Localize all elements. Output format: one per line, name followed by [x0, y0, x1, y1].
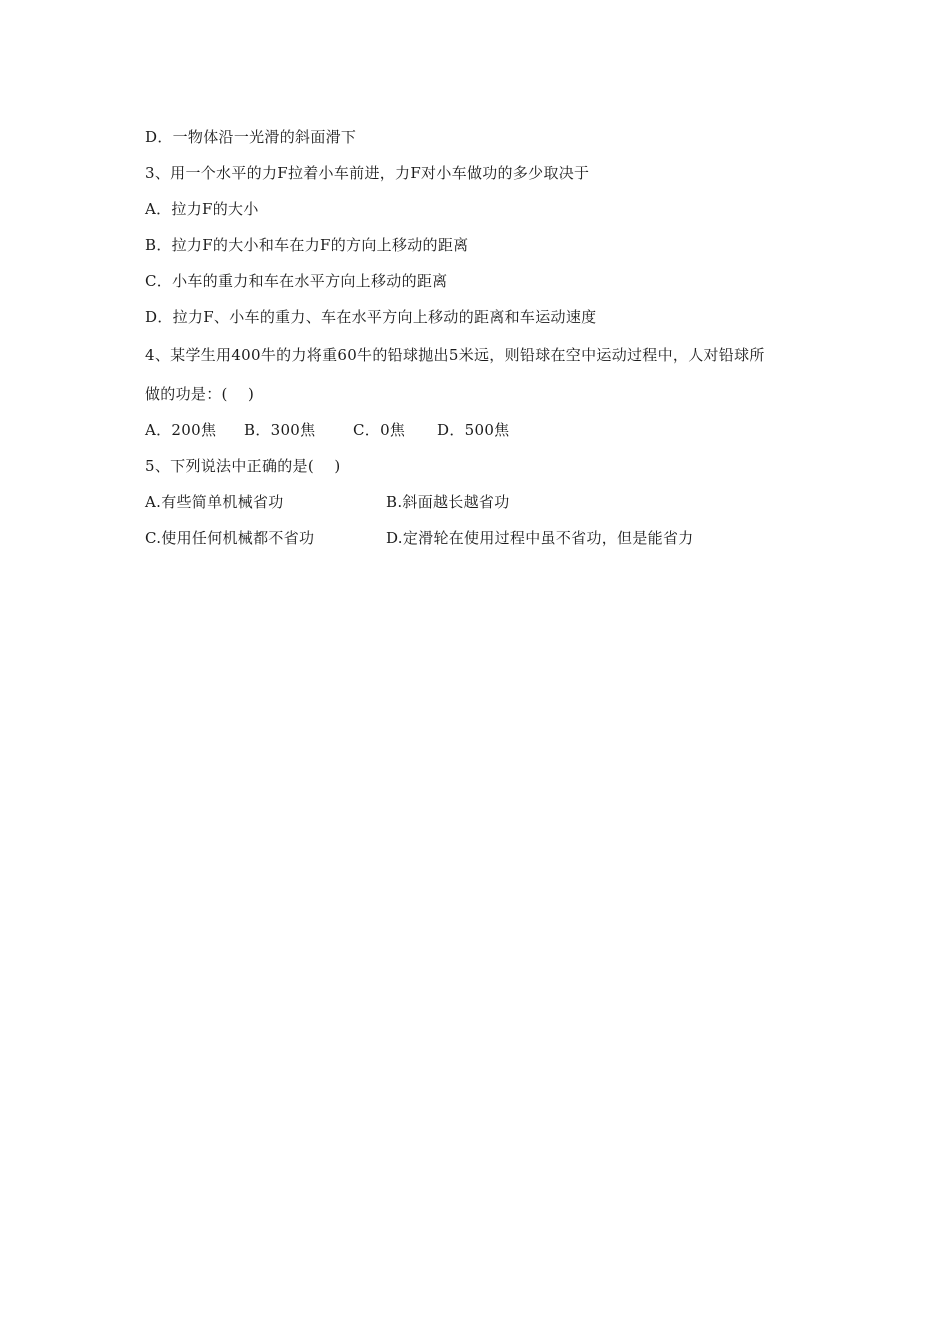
- q4-option-c: C．0焦: [353, 421, 406, 439]
- q5-option-c: C.使用任何机械都不省功: [145, 529, 315, 547]
- q4-option-d: D．500焦: [437, 421, 510, 439]
- q3-option-c: C．小车的重力和车在水平方向上移动的距离: [145, 272, 448, 290]
- q5-option-b: B.斜面越长越省功: [386, 493, 510, 511]
- q4-option-b: B．300焦: [244, 421, 316, 439]
- q5-option-a: A.有些简单机械省功: [145, 493, 284, 511]
- q4-stem-line2: 做的功是：( ): [145, 385, 255, 403]
- q5-option-d: D.定滑轮在使用过程中虽不省功，但是能省力: [386, 529, 694, 547]
- q5-stem: 5、下列说法中正确的是( ): [145, 457, 341, 475]
- q3-option-d: D．拉力F、小车的重力、车在水平方向上移动的距离和车运动速度: [145, 308, 597, 326]
- q4-stem-line1: 4、某学生用400牛的力将重60牛的铅球抛出5米远，则铅球在空中运动过程中，人对铅球所: [145, 346, 765, 364]
- q3-stem: 3、用一个水平的力F拉着小车前进，力F对小车做功的多少取决于: [145, 164, 590, 182]
- q2-option-d: D．一物体沿一光滑的斜面滑下: [145, 128, 357, 146]
- q4-options: [145, 420, 509, 440]
- q5-options-row1: [145, 492, 745, 512]
- q3-option-b: B．拉力F的大小和车在力F的方向上移动的距离: [145, 236, 469, 254]
- q3-option-a: A．拉力F的大小: [145, 200, 259, 218]
- q5-options-row2: [145, 528, 745, 548]
- q4-option-a: A．200焦: [145, 421, 217, 439]
